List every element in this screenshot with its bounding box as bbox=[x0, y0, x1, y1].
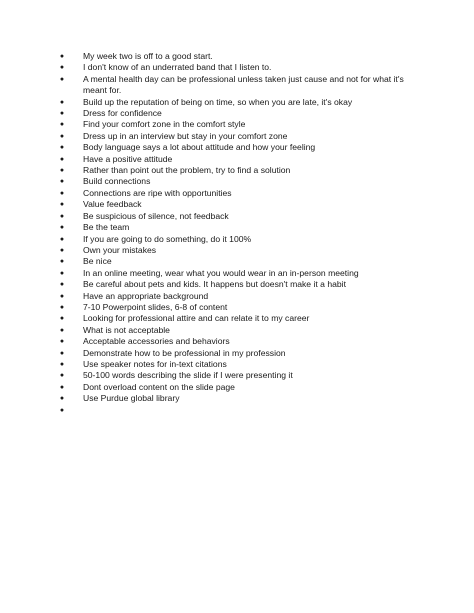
list-item bbox=[57, 359, 417, 370]
list-item-text: Build connections bbox=[83, 176, 151, 187]
list-item bbox=[57, 279, 417, 290]
bullet-icon: ● bbox=[59, 395, 65, 403]
bullet-icon: ● bbox=[59, 201, 65, 209]
list-item bbox=[57, 97, 417, 108]
bullet-icon: ● bbox=[59, 281, 65, 289]
bullet-icon: ● bbox=[59, 258, 65, 266]
bullet-icon: ● bbox=[59, 269, 65, 277]
bullet-icon: ● bbox=[59, 406, 65, 414]
list-item-text: Use speaker notes for in-text citations bbox=[83, 358, 227, 369]
list-item bbox=[57, 119, 417, 130]
bullet-icon: ● bbox=[59, 212, 65, 220]
bullet-icon: ● bbox=[59, 224, 65, 232]
list-item-text: Looking for professional attire and can relate it to my career bbox=[83, 313, 310, 324]
bullet-icon: ● bbox=[59, 338, 65, 346]
bullet-icon: ● bbox=[59, 235, 65, 243]
list-item bbox=[57, 313, 417, 324]
list-item-text: Have a positive attitude bbox=[83, 153, 173, 164]
list-item bbox=[57, 154, 417, 165]
list-item-text: Connections are ripe with opportunities bbox=[83, 187, 232, 198]
list-item-text: Dont overload content on the slide page bbox=[83, 381, 235, 392]
list-item bbox=[57, 211, 417, 222]
list-item bbox=[57, 131, 417, 142]
bullet-icon: ● bbox=[59, 315, 65, 323]
list-item bbox=[57, 142, 417, 153]
list-item-text: Value feedback bbox=[83, 199, 142, 210]
list-item bbox=[57, 165, 417, 176]
list-item bbox=[57, 291, 417, 302]
bullet-icon: ● bbox=[59, 110, 65, 118]
list-item-text: 7-10 Powerpoint slides, 6-8 of content bbox=[83, 301, 228, 312]
list-item-text: 50-100 words describing the slide if I were presenting it bbox=[83, 370, 293, 381]
bullet-icon: ● bbox=[59, 372, 65, 380]
list-item bbox=[57, 245, 417, 256]
list-item bbox=[57, 256, 417, 267]
list-item bbox=[57, 176, 417, 187]
bullet-icon: ● bbox=[59, 178, 65, 186]
list-item bbox=[57, 336, 417, 347]
list-item-text: Dress for confidence bbox=[83, 108, 162, 119]
list-item bbox=[57, 325, 417, 336]
bullet-icon: ● bbox=[59, 155, 65, 163]
list-item-text: Be careful about pets and kids. It happens but doesn't make it a habit bbox=[83, 279, 346, 290]
list-item bbox=[57, 370, 417, 381]
list-item bbox=[57, 348, 417, 359]
list-item bbox=[57, 234, 417, 245]
list-item bbox=[57, 62, 417, 73]
list-item-text: Be the team bbox=[83, 222, 130, 233]
bullet-icon: ● bbox=[59, 167, 65, 175]
list-item-text: Acceptable accessories and behaviors bbox=[83, 336, 230, 347]
list-item-text: In an online meeting, wear what you would wear in an in-person meeting bbox=[83, 267, 359, 278]
list-item bbox=[57, 393, 417, 404]
list-item-text: Build up the reputation of being on time, so when you are late, it's okay bbox=[83, 96, 353, 107]
bullet-icon: ● bbox=[59, 64, 65, 72]
bullet-icon: ● bbox=[59, 292, 65, 300]
list-item-text: Rather than point out the problem, try to find a solution bbox=[83, 165, 291, 176]
list-item-text: Have an appropriate background bbox=[83, 290, 209, 301]
list-item bbox=[57, 302, 417, 313]
bullet-icon: ● bbox=[59, 144, 65, 152]
bullet-icon: ● bbox=[59, 132, 65, 140]
list-item bbox=[57, 268, 417, 279]
list-item-text: Dress up in an interview but stay in your comfort zone bbox=[83, 130, 288, 141]
bullet-icon: ● bbox=[59, 326, 65, 334]
list-item-text: Demonstrate how to be professional in my profession bbox=[83, 347, 286, 358]
bullet-icon: ● bbox=[59, 189, 65, 197]
list-item-text: My week two is off to a good start. bbox=[83, 51, 213, 61]
bullet-icon: ● bbox=[59, 246, 65, 254]
list-item-text: Body language says a lot about attitude and how your feeling bbox=[83, 142, 316, 153]
list-item bbox=[57, 188, 417, 199]
list-item-text: Be suspicious of silence, not feedback bbox=[83, 210, 229, 221]
list-item-text: What is not acceptable bbox=[83, 324, 170, 335]
list-item bbox=[57, 382, 417, 393]
bullet-icon: ● bbox=[59, 360, 65, 368]
notes-bullet-list bbox=[57, 51, 417, 414]
list-item bbox=[57, 222, 417, 233]
bullet-icon: ● bbox=[59, 53, 65, 60]
list-item-text: A mental health day can be professional unless taken just cause and not for what it's meant for. bbox=[83, 73, 404, 96]
list-item bbox=[57, 199, 417, 210]
list-item-text: If you are going to do something, do it 100% bbox=[83, 233, 252, 244]
list-item bbox=[57, 108, 417, 119]
list-item-text: I don't know of an underrated band that I listen to. bbox=[83, 62, 272, 73]
list-item-text: Own your mistakes bbox=[83, 244, 157, 255]
bullet-icon: ● bbox=[59, 98, 65, 106]
list-item-text: Use Purdue global library bbox=[83, 393, 180, 404]
list-item-text: Find your comfort zone in the comfort style bbox=[83, 119, 246, 130]
list-item-text: Be nice bbox=[83, 256, 112, 267]
bullet-icon: ● bbox=[59, 349, 65, 357]
bullet-icon: ● bbox=[59, 75, 65, 83]
bullet-icon: ● bbox=[59, 303, 65, 311]
bullet-icon: ● bbox=[59, 121, 65, 129]
list-item bbox=[57, 51, 417, 62]
list-item bbox=[57, 74, 417, 97]
bullet-icon: ● bbox=[59, 383, 65, 391]
